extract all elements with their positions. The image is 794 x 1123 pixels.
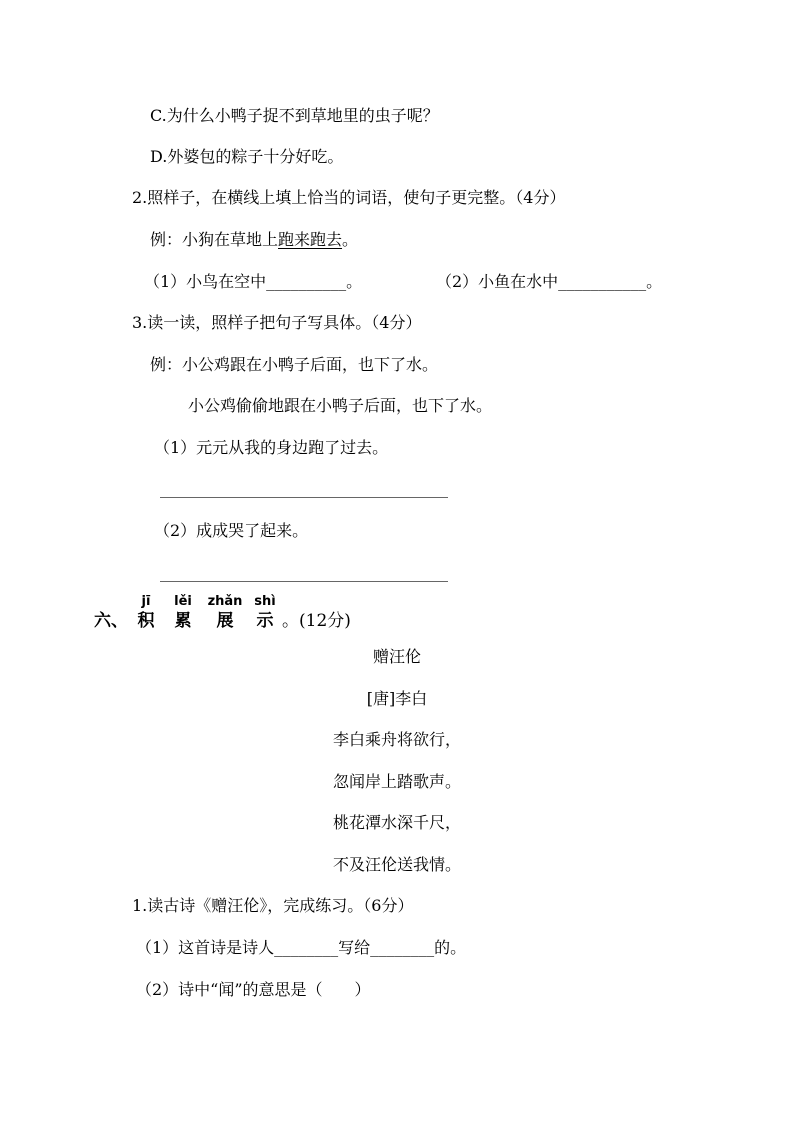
pinyin-3: zhǎn: [207, 594, 243, 609]
poem-question-title: 1.读古诗《赠汪伦》，完成练习。（6分）: [132, 896, 414, 915]
hanzi-4: 示: [256, 611, 274, 631]
poem-author: [唐]李白: [366, 689, 428, 708]
question-2-item-2: （2）小鱼在水中___________。: [436, 272, 663, 291]
question-2-title: 2.照样子，在横线上填上恰当的词语，使句子更完整。（4分）: [132, 188, 566, 207]
answer-line-2: ____________________________________: [160, 563, 448, 582]
example-prefix: 例：小狗在草地上: [150, 230, 279, 249]
poem-line-2: 忽闻岸上踏歌声。: [332, 772, 461, 791]
question-3-title: 3.读一读，照样子把句子写具体。（4分）: [132, 313, 422, 332]
question-2-example: [150, 229, 358, 251]
poem-line-1: 李白乘舟将欲行，: [332, 730, 461, 749]
section-6-heading: [94, 594, 351, 632]
answer-line-1: ____________________________________: [160, 479, 448, 498]
section-6-score: 。(12分): [282, 611, 351, 631]
poem-line-3: 桃花潭水深千尺，: [332, 813, 461, 832]
example-suffix: 。: [342, 230, 359, 249]
poem-title: 赠汪伦: [372, 647, 421, 666]
question-2-item-1: （1）小鸟在空中__________。: [144, 272, 363, 291]
question-3-example-line-1: 例：小公鸡跟在小鸭子后面，也下了水。: [150, 355, 439, 374]
hanzi-2: 累: [174, 611, 192, 631]
question-3-item-2: （2）成成哭了起来。: [154, 521, 309, 540]
pinyin-1: jī: [141, 594, 151, 609]
question-3-example-line-2: 小公鸡偷偷地跟在小鸭子后面，也下了水。: [188, 396, 493, 415]
hanzi-3: 展: [216, 611, 234, 631]
poem-line-4: 不及汪伦送我情。: [332, 855, 461, 874]
hanzi-1: 积: [137, 611, 155, 631]
poem-question-item-2: （2）诗中“闻”的意思是（ ）: [136, 980, 371, 999]
option-c: C.为什么小鸭子捉不到草地里的虫子呢？: [150, 106, 439, 125]
option-d: D.外婆包的粽子十分好吃。: [150, 147, 344, 166]
pinyin-2: lěi: [174, 594, 192, 609]
section-6-number: 六、: [94, 611, 128, 631]
poem-question-item-1: （1）这首诗是诗人________写给________的。: [136, 938, 467, 957]
question-3-item-1: （1）元元从我的身边跑了过去。: [154, 438, 389, 457]
example-underlined-word: 跑来跑去: [278, 230, 343, 249]
pinyin-4: shì: [254, 594, 276, 609]
